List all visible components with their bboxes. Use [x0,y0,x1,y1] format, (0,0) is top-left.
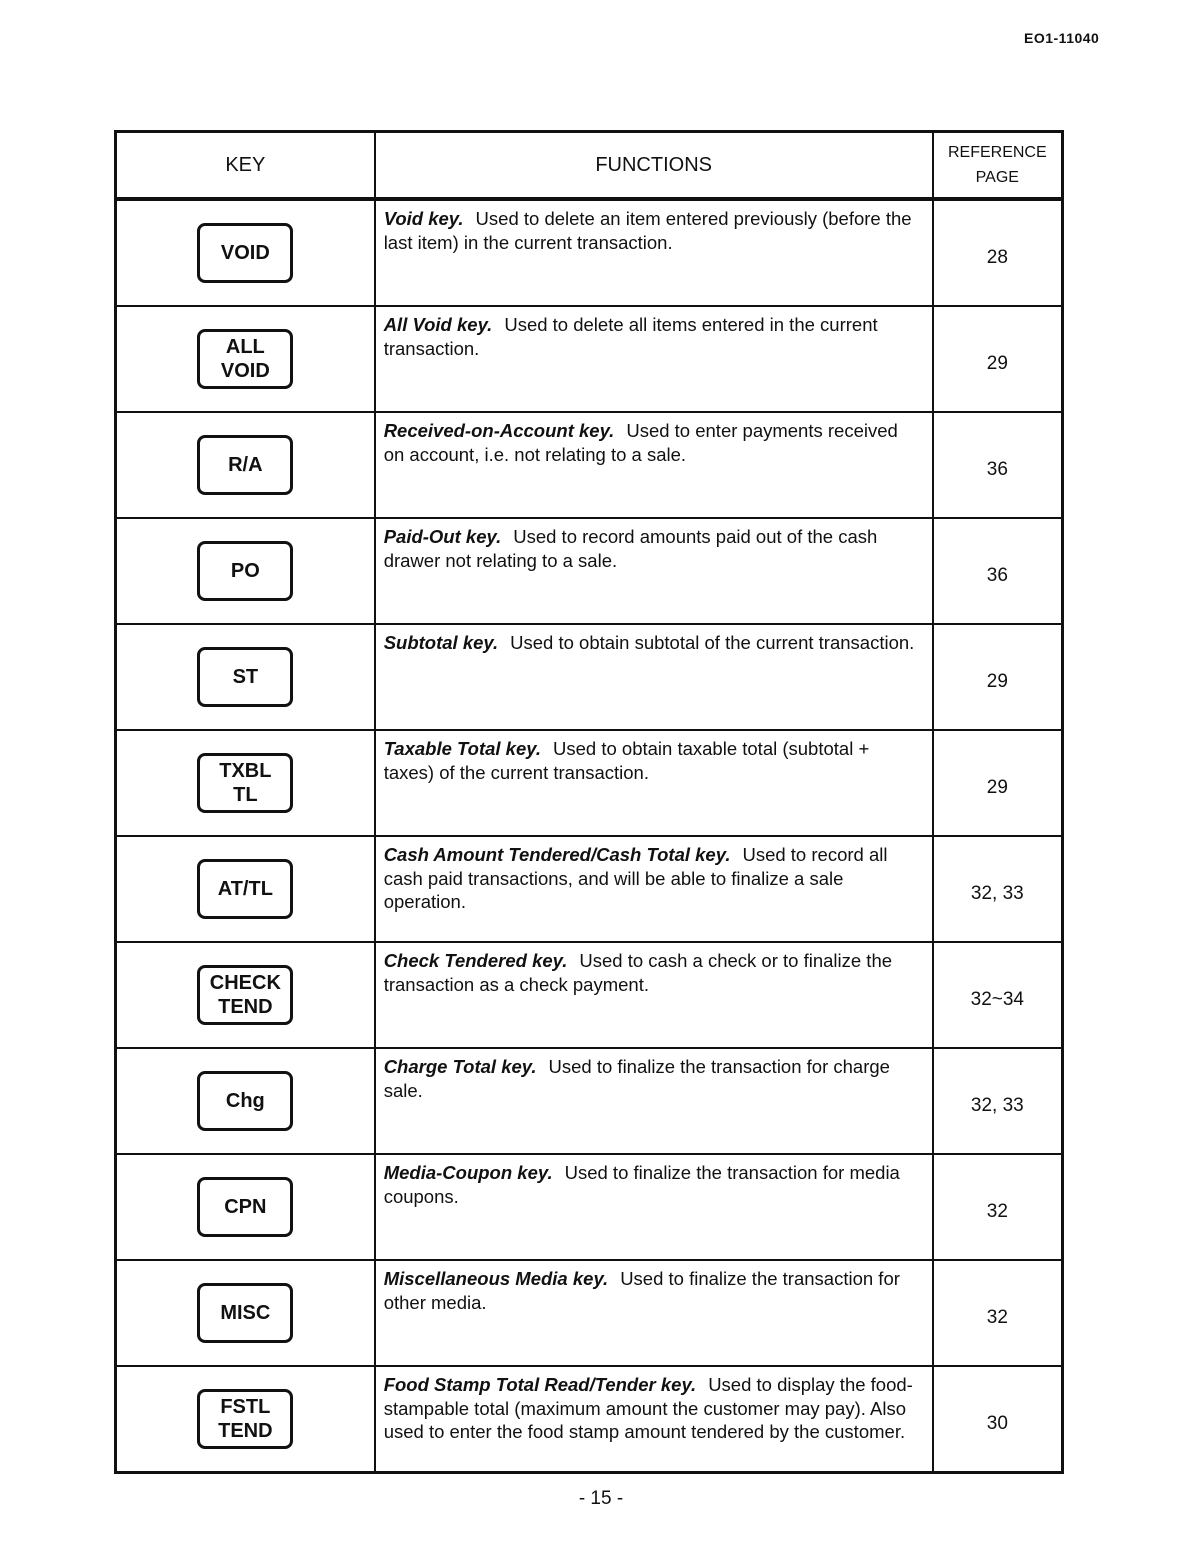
function-key-name: Miscellaneous Media key. [383,1268,609,1289]
key-cell [116,730,375,836]
function-cell [375,1154,933,1260]
function-key-name: Media-Coupon key. [383,1162,553,1183]
function-cell [375,942,933,1048]
table-row [116,942,1063,1048]
table-row [116,1154,1063,1260]
function-key-name: Taxable Total key. [383,738,542,759]
function-description: Used to finalize the transaction for media coupons. [383,1162,900,1207]
reference-page-cell: 29 [933,624,1063,730]
key-cell [116,624,375,730]
table-row [116,199,1063,306]
keycap-label-line1: R/A [228,454,263,476]
keycap-label-line1: MISC [220,1302,271,1324]
function-description: Used to delete all items entered in the current transaction. [383,314,878,359]
function-cell [375,1048,933,1154]
keycap-label-line2: TL [233,784,258,806]
function-description: Used to obtain subtotal of the current transaction. [510,632,915,653]
function-cell [375,199,933,306]
keycap [197,435,293,495]
key-function-table [114,130,1064,1474]
function-key-name: Paid-Out key. [383,526,502,547]
header-functions: FUNCTIONS [375,132,933,200]
table-row [116,1048,1063,1154]
function-cell [375,306,933,412]
function-cell [375,518,933,624]
keycap-label-line1: CPN [224,1196,267,1218]
function-key-name: Check Tendered key. [383,950,568,971]
key-cell [116,306,375,412]
function-description: Used to finalize the transaction for charge sale. [383,1056,890,1101]
key-cell [116,1154,375,1260]
keycap [197,223,293,283]
key-cell [116,412,375,518]
key-cell [116,518,375,624]
header-key: KEY [116,132,375,200]
keycap-label-line1: FSTL [220,1396,271,1418]
table-row [116,518,1063,624]
function-key-name: Received-on-Account key. [383,420,615,441]
function-key-name: All Void key. [383,314,493,335]
keycap-label-line1: PO [230,560,260,582]
document-id: EO1-11040 [1024,30,1100,46]
key-cell [116,199,375,306]
keycap-label-line1: CHECK [209,972,281,994]
keycap-label-line1: ST [232,666,259,688]
table-row [116,624,1063,730]
keycap [197,859,293,919]
function-key-name: Cash Amount Tendered/Cash Total key. [383,844,731,865]
keycap [197,541,293,601]
table-header-row [116,132,1063,200]
reference-page-cell: 36 [933,412,1063,518]
function-description: Used to record amounts paid out of the cash drawer not relating to a sale. [383,526,878,571]
keycap [197,1071,293,1131]
key-cell [116,942,375,1048]
function-description: Used to cash a check or to finalize the transaction as a check payment. [383,950,893,995]
keycap [197,1283,293,1343]
table-row [116,306,1063,412]
reference-page-cell: 36 [933,518,1063,624]
page-number: - 15 - [578,1488,624,1509]
function-key-name: Subtotal key. [383,632,499,653]
keycap-label-line1: ALL [225,336,265,358]
header-reference-line2: PAGE [975,169,1019,186]
keycap [197,965,293,1025]
function-description: Used to enter payments received on account, i.e. not relating to a sale. [383,420,898,465]
function-description: Used to display the food-stampable total (maximum amount the customer may pay). Also used to enter the food stamp amount tendered by the customer. [383,1374,913,1442]
function-cell [375,730,933,836]
function-description: Used to delete an item entered previously (before the last item) in the current transaction. [383,208,912,253]
reference-page-cell: 32 [933,1154,1063,1260]
table-row [116,1366,1063,1473]
reference-page-cell: 29 [933,730,1063,836]
function-key-name: Void key. [383,208,464,229]
keycap-label-line1: Chg [225,1090,265,1112]
key-cell [116,1048,375,1154]
header-reference-line1: REFERENCE [947,144,1047,161]
function-cell [375,836,933,942]
function-description: Used to record all cash paid transactions, and will be able to finalize a sale operation. [383,844,888,912]
keycap-label-line2: VOID [220,360,270,382]
keycap-label-line1: VOID [220,242,270,264]
key-cell [116,1366,375,1473]
table-row [116,730,1063,836]
header-reference-page [933,132,1063,200]
reference-page-cell: 32, 33 [933,836,1063,942]
table-row [116,836,1063,942]
key-cell [116,836,375,942]
reference-page-cell: 32, 33 [933,1048,1063,1154]
function-cell [375,624,933,730]
reference-page-cell: 30 [933,1366,1063,1473]
function-cell [375,412,933,518]
reference-page-cell: 28 [933,199,1063,306]
keycap-label-line1: AT/TL [217,878,273,900]
keycap [197,1389,293,1449]
function-description: Used to obtain taxable total (subtotal + taxes) of the current transaction. [383,738,870,783]
function-cell [375,1366,933,1473]
reference-page-cell: 32 [933,1260,1063,1366]
keycap [197,329,293,389]
function-key-name: Food Stamp Total Read/Tender key. [383,1374,697,1395]
keycap [197,753,293,813]
key-cell [116,1260,375,1366]
function-key-name: Charge Total key. [383,1056,537,1077]
function-description: Used to finalize the transaction for other media. [383,1268,900,1313]
keycap [197,647,293,707]
keycap-label-line1: TXBL [219,760,272,782]
table-row [116,412,1063,518]
keycap-label-line2: TEND [218,1420,273,1442]
keycap-label-line2: TEND [218,996,273,1018]
reference-page-cell: 29 [933,306,1063,412]
reference-page-cell: 32~34 [933,942,1063,1048]
keycap [197,1177,293,1237]
function-cell [375,1260,933,1366]
table-row [116,1260,1063,1366]
